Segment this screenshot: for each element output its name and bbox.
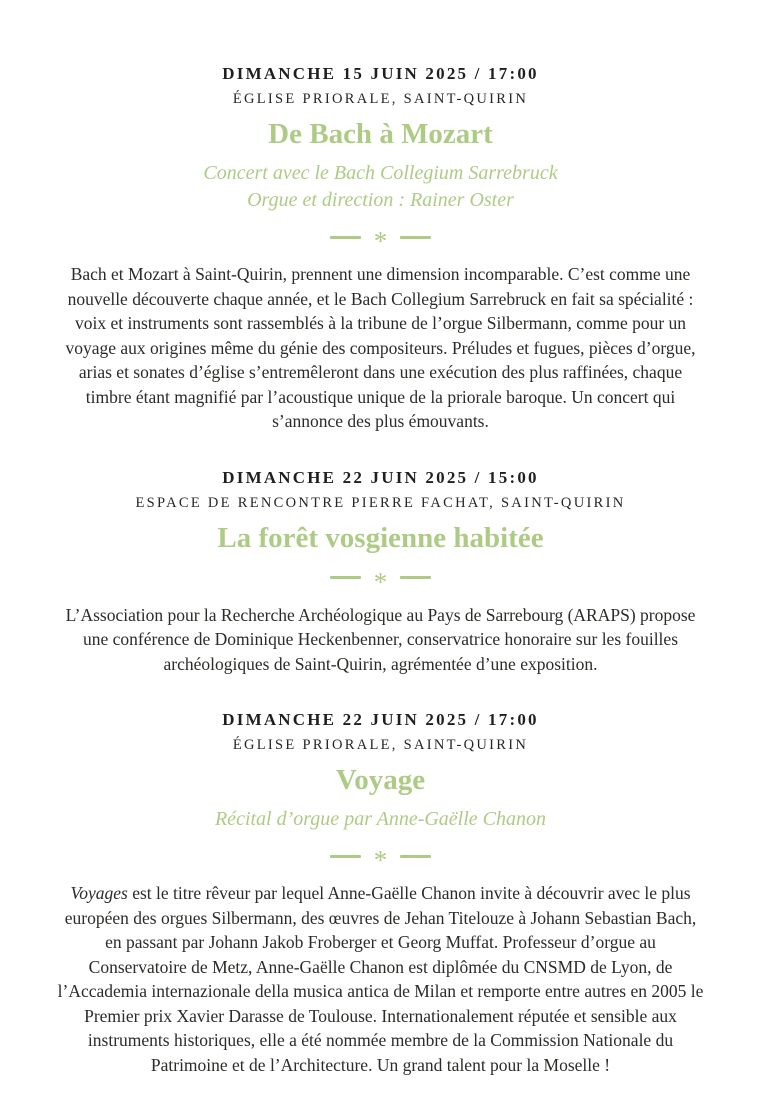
event-venue: ESPACE DE RENCONTRE PIERRE FACHAT, SAINT-QUIRIN: [135, 494, 626, 511]
event-venue: ÉGLISE PRIORALE, SAINT-QUIRIN: [232, 737, 529, 753]
event-subtitle-line: Orgue et direction : Rainer Oster: [247, 189, 514, 211]
section-divider: *: [42, 228, 719, 246]
event-section-foret-vosgienne: [42, 468, 719, 677]
event-subtitle-line: Concert avec le Bach Collegium Sarrebruck: [203, 162, 558, 184]
event-section-bach-mozart: [42, 64, 719, 434]
divider-dash: [400, 855, 431, 858]
event-date: DIMANCHE 22 JUIN 2025 / 15:00: [222, 467, 539, 487]
divider-dash: [330, 855, 361, 858]
italic-lead-word: Voyages: [70, 883, 128, 903]
event-description: Bach et Mozart à Saint-Quirin, prennent une dimension incomparable. C’est comme une nouvelle découverte chaque année, et le Bach Collegium Sarrebruck en fait sa spécialité : voix et instruments sont rassemblés à la tribune de l’orgue Silbermann, comme pour un voyage aux origines même du génie des compositeurs. Préludes et fugues, pièces d’orgue, arias et sonates d’église s’entremêleront dans une exécution des plus raffinées, chaque timbre étant magnifié par l’acoustique unique de la priorale baroque. Un concert qui s’annonce des plus émouvants.: [65, 264, 696, 431]
event-section-voyage: [42, 710, 719, 1077]
section-divider: *: [42, 847, 719, 865]
divider-dash: [330, 236, 361, 239]
divider-dash: [400, 236, 431, 239]
event-title: Voyage: [335, 764, 426, 796]
event-date: DIMANCHE 15 JUIN 2025 / 17:00: [222, 64, 539, 83]
event-subtitle-line: Récital d’orgue par Anne-Gaëlle Chanon: [214, 808, 547, 830]
event-description: [55, 881, 707, 1077]
section-divider: *: [42, 569, 719, 587]
event-description: L’Association pour la Recherche Archéologique au Pays de Sarrebourg (ARAPS) propose une conférence de Dominique Heckenbenner, conservatrice honoraire sur les fouilles archéologiques de Saint-Quirin, agrémentée d’une exposition.: [65, 604, 696, 674]
divider-dash: [330, 576, 361, 579]
event-date: DIMANCHE 22 JUIN 2025 / 17:00: [222, 710, 539, 729]
event-title: De Bach à Mozart: [268, 118, 493, 150]
event-title: La forêt vosgienne habitée: [217, 521, 544, 554]
event-venue: ÉGLISE PRIORALE, SAINT-QUIRIN: [232, 91, 529, 107]
divider-dash: [400, 576, 431, 579]
event-description-text: est le titre rêveur par lequel Anne-Gaëlle Chanon invite à découvrir avec le plus européen des orgues Silbermann, des œuvres de Jehan Titelouze à Johann Sebastian Bach, en passant par Johann Jakob Froberger et Georg Muffat. Professeur d’orgue au Conservatoire de Metz, Anne-Gaëlle Chanon est diplômée du CNSMD de Lyon, de l’Accademia internazionale della musica antica de Milan et remporte entre autres en 2005 le Premier prix Xavier Darasse de Toulouse. Internationalement réputée et sensible aux instruments historiques, elle a été nommée membre de la Commission Nationale du Patrimoine et de l’Architecture. Un grand talent pour la Moselle !: [57, 883, 704, 1075]
